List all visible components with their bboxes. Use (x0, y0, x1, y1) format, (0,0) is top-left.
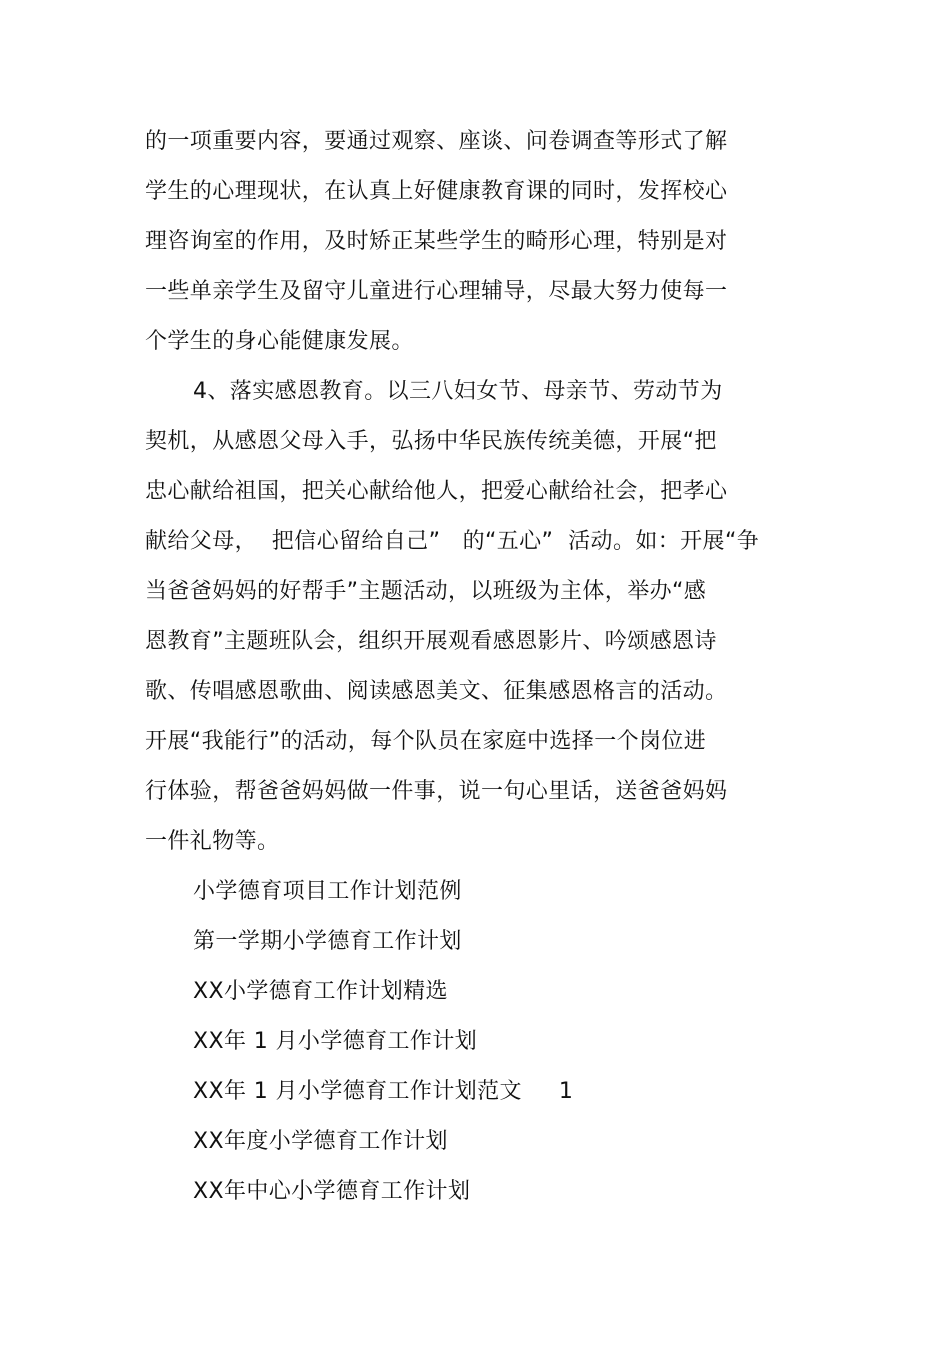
body-line: 学生的心理现状，在认真上好健康教育课的同时，发挥校心 (145, 179, 728, 204)
related-link[interactable]: XX年中心小学德育工作计划 (193, 1179, 471, 1204)
body-line: 当爸爸妈妈的好帮手”主题活动，以班级为主体，举办“感 (145, 579, 707, 604)
related-link[interactable]: XX年 1 月小学德育工作计划范文 1 (193, 1079, 574, 1104)
body-line: 行体验，帮爸爸妈妈做一件事，说一句心里话，送爸爸妈妈 (145, 779, 728, 804)
related-link[interactable]: XX年 1 月小学德育工作计划 (193, 1029, 478, 1054)
body-line: 的一项重要内容，要通过观察、座谈、问卷调查等形式了解 (145, 129, 728, 154)
related-link[interactable]: XX小学德育工作计划精选 (193, 979, 448, 1004)
related-link[interactable]: XX年度小学德育工作计划 (193, 1129, 448, 1154)
body-line: 忠心献给祖国，把关心献给他人，把爱心献给社会，把孝心 (145, 479, 728, 504)
body-line: 歌、传唱感恩歌曲、阅读感恩美文、征集感恩格言的活动。 (145, 679, 728, 704)
body-line: 理咨询室的作用，及时矫正某些学生的畸形心理，特别是对 (145, 229, 728, 254)
body-line: 一件礼物等。 (145, 829, 280, 854)
body-line: 个学生的身心能健康发展。 (145, 329, 414, 354)
body-line: 一些单亲学生及留守儿童进行心理辅导，尽最大努力使每一 (145, 279, 728, 304)
body-line: 献给父母， 把信心留给自己” 的“五心” 活动。如：开展“争 (145, 529, 760, 554)
related-link[interactable]: 第一学期小学德育工作计划 (193, 929, 462, 954)
related-link[interactable]: 小学德育项目工作计划范例 (193, 879, 462, 904)
body-line: 开展“我能行”的活动，每个队员在家庭中选择一个岗位进 (145, 729, 707, 754)
section-heading-line: 4、落实感恩教育。以三八妇女节、母亲节、劳动节为 (193, 379, 723, 404)
body-line: 恩教育”主题班队会，组织开展观看感恩影片、吟颂感恩诗 (145, 629, 717, 654)
body-line: 契机，从感恩父母入手，弘扬中华民族传统美德，开展“把 (145, 429, 717, 454)
